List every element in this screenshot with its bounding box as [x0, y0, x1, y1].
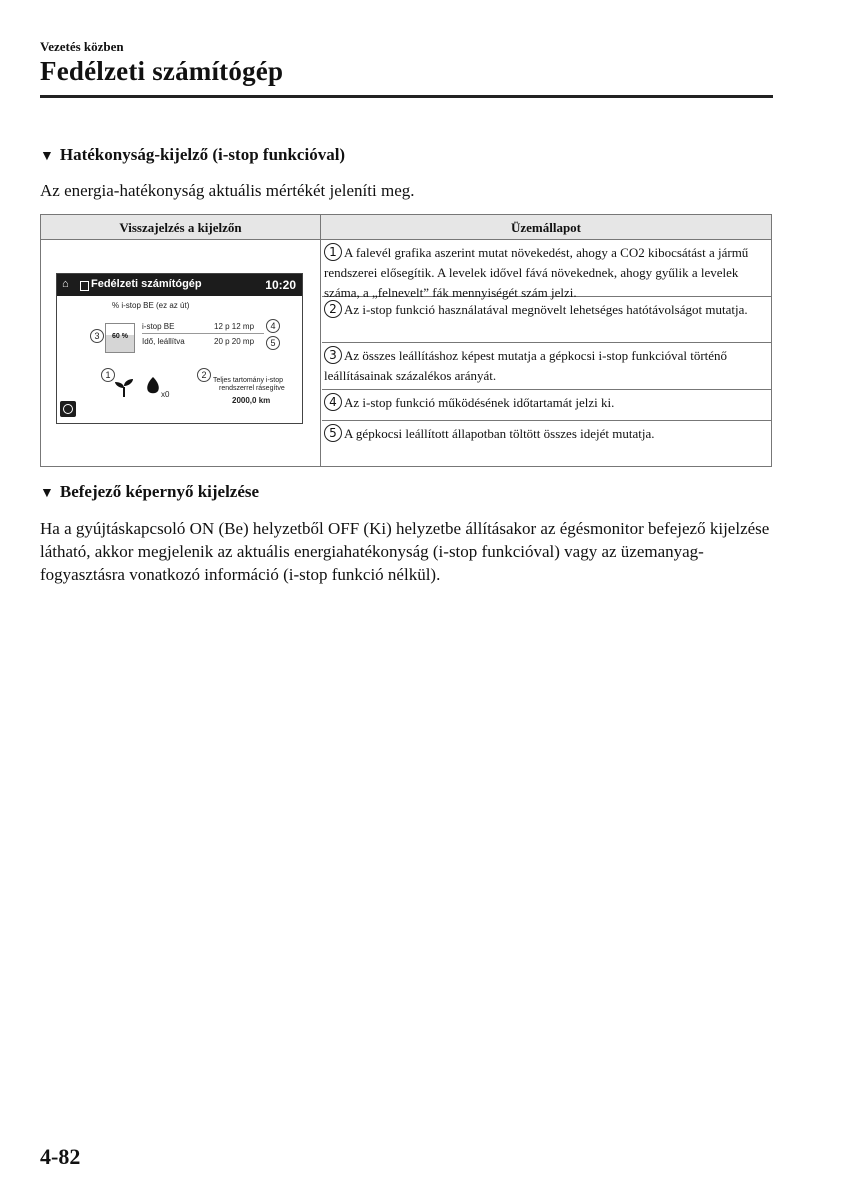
range-value: 2000,0 km — [232, 396, 271, 405]
state-text: A gépkocsi leállított állapotban töltött összes idejét mutatja. — [344, 426, 655, 441]
screen-title: Fedélzeti számítógép — [91, 278, 202, 290]
state-cell-1 — [322, 240, 771, 300]
circled-number: 3 — [324, 346, 342, 364]
state-cell-4 — [322, 390, 771, 421]
home-icon: ⌂ — [62, 278, 69, 290]
heading-text: Hatékonyság-kijelző (i-stop funkcióval) — [59, 145, 346, 164]
title-divider — [40, 95, 773, 98]
marker-3: 3 — [90, 329, 104, 343]
screen-title-bar — [57, 274, 302, 296]
screen-time: 10:20 — [265, 278, 296, 292]
circled-number: 2 — [324, 300, 342, 318]
section-label: Vezetés közben — [40, 39, 124, 54]
circled-number: 1 — [324, 243, 342, 261]
heading-end-screen — [40, 482, 259, 502]
circled-number: 4 — [324, 393, 342, 411]
state-text: A falevél grafika aszerint mutat növekedést, ahogy a CO2 kibocsátást a jármű rendszerei elősegítik. A levelek idővel fává növekednek, ahogy gyűlik a levelek száma, a „felnevelt” fák mennyiségét szám jelzi. — [324, 245, 749, 300]
page-title: Fedélzeti számítógép — [40, 56, 284, 86]
marker-5: 5 — [266, 336, 280, 350]
heading-text: Befejező képernyő kijelzése — [59, 482, 260, 501]
state-cell-3 — [322, 343, 771, 390]
istop-gauge — [105, 323, 135, 353]
istop-on-value: 12 p 12 mp — [214, 322, 255, 331]
marker-4: 4 — [266, 319, 280, 333]
tree-count: x0 — [161, 390, 170, 399]
state-text: Az i-stop funkció működésének időtartamát jelzi ki. — [344, 395, 615, 410]
tree-leaf-icon — [145, 376, 161, 396]
istop-subtitle: % i-stop BE (ez az út) — [112, 301, 190, 310]
state-text: Az i-stop funkció használatával megnövelt lehetséges hatótávolságot mutatja. — [344, 302, 748, 317]
state-cell-2 — [322, 297, 771, 343]
intro-text: Az energia-hatékonyság aktuális mértékét jeleníti meg. — [40, 181, 415, 200]
info-table — [40, 214, 772, 467]
istop-on-label: i-stop BE — [142, 322, 175, 331]
marker-2: 2 — [197, 368, 211, 382]
screen-mockup — [56, 273, 303, 424]
triangle-bullet-icon: ▼ — [40, 149, 54, 164]
table-header-display: Visszajelzés a kijelzőn — [41, 215, 321, 240]
table-header-state: Üzemállapot — [321, 215, 771, 240]
end-screen-paragraph: Ha a gyújtáskapcsoló ON (Be) helyzetből OFF (Ki) helyzetbe állításakor az égésmonitor befejező kijelzése látható, akkor megjelenik az aktuális energiahatékonyság (i-stop funkcióval) vagy az üzemanyag-fogyasztásra vonatkozó információ (i-stop funkció nélkül). — [40, 519, 770, 584]
triangle-bullet-icon: ▼ — [40, 486, 54, 501]
marker-1: 1 — [101, 368, 115, 382]
gauge-value: 60 % — [112, 333, 128, 340]
heading-efficiency-display — [40, 145, 345, 165]
state-text: Az összes leállításhoz képest mutatja a gépkocsi i-stop funkcióval történő leállításainak százalékos arányát. — [324, 348, 728, 383]
range-label-1: Teljes tartomány i-stop — [213, 377, 284, 384]
stopped-time-value: 20 p 20 mp — [214, 337, 255, 346]
sprout-icon — [113, 376, 135, 398]
bottom-menu-icon — [60, 401, 76, 417]
circled-number: 5 — [324, 424, 342, 442]
stopped-time-label: Idő, leállítva — [142, 337, 185, 346]
document-icon — [80, 281, 89, 291]
display-cell — [41, 240, 321, 466]
state-cell-5 — [322, 421, 771, 467]
row-divider — [142, 333, 264, 334]
page-number: 4-82 — [40, 1144, 81, 1169]
range-label-2: rendszerrel rásegítve — [219, 385, 285, 392]
